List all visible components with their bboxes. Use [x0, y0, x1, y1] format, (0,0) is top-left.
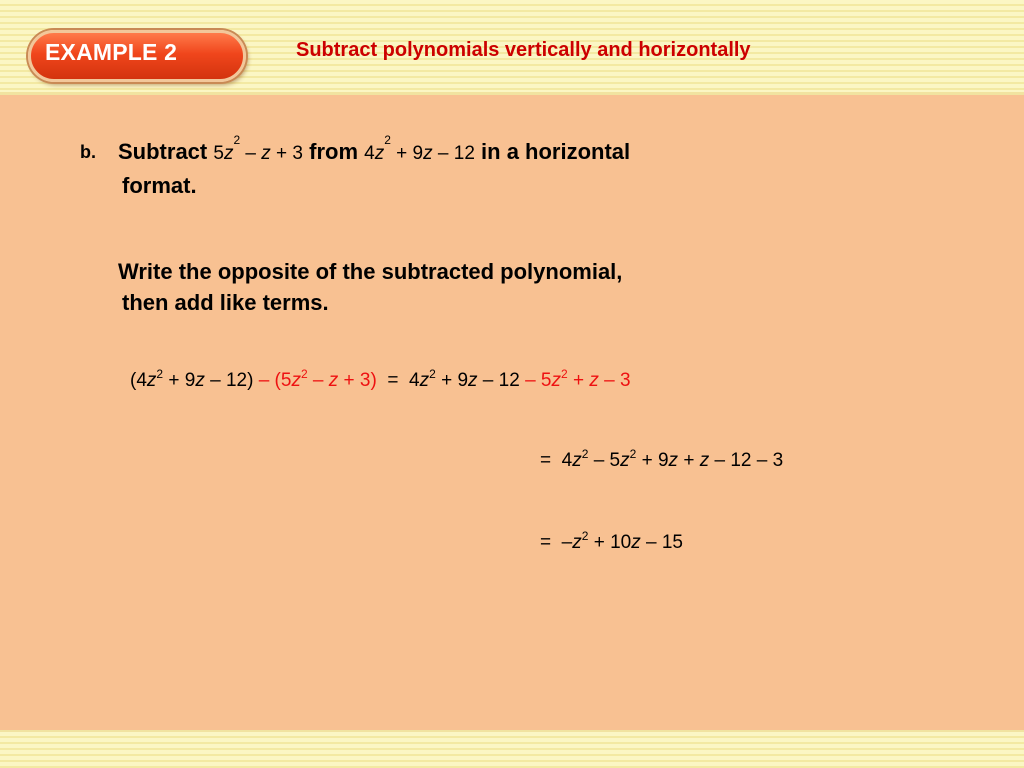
problem-statement [118, 133, 738, 202]
minuend-expression: $4z^2 + 9z - 12$ [364, 133, 475, 164]
footer-band [0, 730, 1024, 768]
subtrahend-expression: $5z^2 - z + 3$ [213, 133, 303, 164]
instruction-line1: Write the opposite of the subtracted polynomial, [118, 259, 623, 284]
slide-title: Subtract polynomials vertically and horizontally [296, 39, 751, 61]
opposite-polynomial: – $5z^2 + z - 3$ [519, 367, 631, 391]
instruction-line2: then add like terms. [122, 290, 329, 315]
example-label: EXAMPLE 2 [45, 39, 178, 65]
step-1-equation: $(4z^2 + 9z - 12) - (5z^2 - z + 3) = 4z^2 + 9z - 12 - 5z^2 + z - 3$ [130, 367, 631, 391]
part-label: b. [80, 142, 96, 162]
step-2-equation: = $4z^2 - 5z^2 + 9z + z - 12 - 3$ [540, 447, 784, 471]
example-badge [28, 30, 246, 82]
from-word: from [309, 139, 359, 164]
problem-tail: in a horizontal [481, 139, 631, 164]
problem-line2: format. [122, 173, 197, 198]
subtracted-polynomial: – $(5z^2 - z + 3)$ [253, 367, 377, 391]
subtract-word: Subtract [118, 139, 208, 164]
step-3-result: = $-z^2 + 10z - 15$ [540, 529, 683, 553]
instruction-text [118, 256, 738, 318]
